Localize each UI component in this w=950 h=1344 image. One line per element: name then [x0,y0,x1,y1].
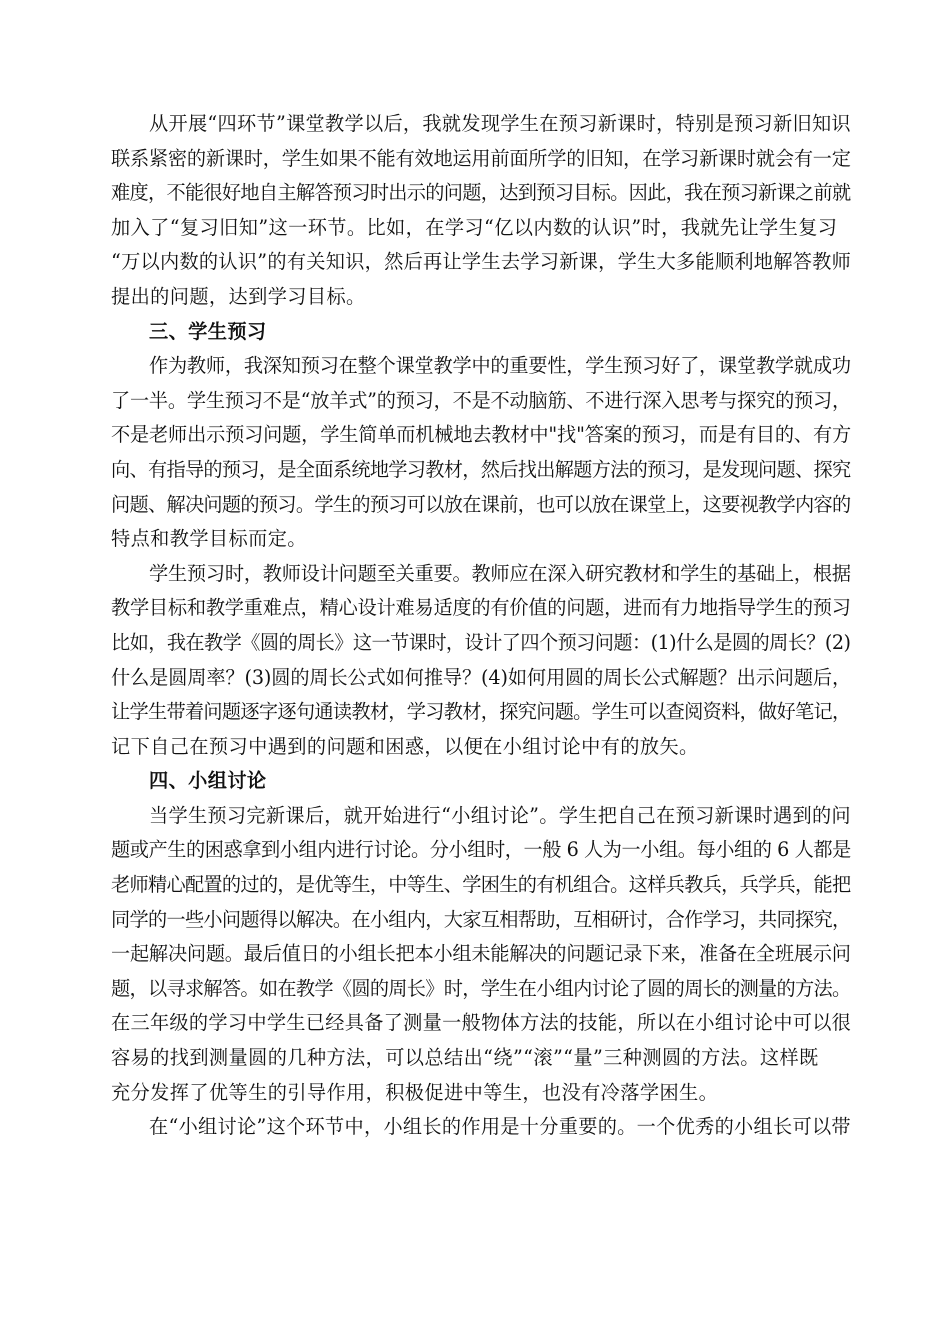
document-body [111,107,851,1145]
paragraph [111,107,851,315]
paragraph-line: 向、有指导的预习，是全面系统地学习教材，然后找出解题方法的预习，是发现问题、探究 [111,457,851,481]
section-heading: 四、小组讨论 [149,769,267,793]
paragraph-line: 一起解决问题。最后值日的小组长把本小组未能解决的问题记录下来，准备在全班展示问 [111,942,851,966]
paragraph-line: 学生预习时，教师设计问题至关重要。教师应在深入研究教材和学生的基础上，根据 [149,561,851,585]
paragraph-line: 记下自己在预习中遇到的问题和困惑，以便在小组讨论中有的放矢。 [111,734,699,758]
paragraph [111,1110,851,1145]
paragraph-line: 特点和教学目标而定。 [111,527,307,551]
paragraph-line: 比如，我在教学《圆的周长》这一节课时，设计了四个预习问题：(1)什么是圆的周长？(2) [111,630,851,654]
paragraph [111,557,851,765]
paragraph-line: 老师精心配置的过的，是优等生，中等生、学困生的有机组合。这样兵教兵，兵学兵，能把 [111,873,851,897]
paragraph-line: 容易的找到测量圆的几种方法，可以总结出“绕”“滚”“量”三种测圆的方法。这样既 [111,1046,819,1070]
paragraph-line: 加入了“复习旧知”这一环节。比如，在学习“亿以内数的认识”时，我就先让学生复习 [111,215,838,239]
paragraph-line: 作为教师，我深知预习在整个课堂教学中的重要性，学生预习好了，课堂教学就成功 [149,354,851,378]
paragraph-line: 充分发挥了优等生的引导作用，积极促进中等生，也没有冷落学困生。 [111,1080,719,1104]
paragraph-line: 问题、解决问题的预习。学生的预习可以放在课前，也可以放在课堂上，这要视教学内容的 [111,492,851,516]
paragraph-line: 在“小组讨论”这个环节中，小组长的作用是十分重要的。一个优秀的小组长可以带 [149,1115,851,1139]
paragraph-line: “万以内数的认识”的有关知识，然后再让学生去学习新课，学生大多能顺利地解答教师 [111,250,852,274]
paragraph-line: 题或产生的困惑拿到小组内进行讨论。分小组时，一般 6 人为一小组。每小组的 6 人都是 [111,838,851,862]
paragraph-line: 联系紧密的新课时，学生如果不能有效地运用前面所学的旧知，在学习新课时就会有一定 [111,146,851,170]
paragraph [111,349,851,557]
paragraph [111,799,851,1110]
paragraph-line: 难度，不能很好地自主解答预习时出示的问题，达到预习目标。因此，我在预习新课之前就 [111,181,851,205]
paragraph-line: 了一半。学生预习不是“放羊式”的预习，不是不动脑筋、不进行深入思考与探究的预习， [111,388,851,412]
paragraph-line: 在三年级的学习中学生已经具备了测量一般物体方法的技能，所以在小组讨论中可以很 [111,1011,852,1035]
section-heading: 三、学生预习 [149,319,267,343]
paragraph-line: 不是老师出示预习问题，学生简单而机械地去教材中"找"答案的预习，而是有目的、有方 [111,423,851,447]
paragraph-line: 什么是圆周率？(3)圆的周长公式如何推导？(4)如何用圆的周长公式解题？出示问题后， [111,665,852,689]
paragraph-line: 同学的一些小问题得以解决。在小组内，大家互相帮助，互相研讨，合作学习，共同探究， [111,907,851,931]
paragraph-line: 教学目标和教学重难点，精心设计难易适度的有价值的问题，进而有力地指导学生的预习 [111,596,851,620]
paragraph-line: 从开展“四环节”课堂教学以后，我就发现学生在预习新课时，特别是预习新旧知识 [149,112,851,135]
paragraph-line: 题，以寻求解答。如在教学《圆的周长》时，学生在小组内讨论了圆的周长的测量的方法。 [111,976,851,1000]
paragraph-line: 让学生带着问题逐字逐句通读教材，学习教材，探究问题。学生可以查阅资料，做好笔记， [111,700,851,724]
paragraph-line: 提出的问题，达到学习目标。 [111,284,366,308]
paragraph-line: 当学生预习完新课后，就开始进行“小组讨论”。学生把自己在预习新课时遇到的问 [149,803,851,827]
